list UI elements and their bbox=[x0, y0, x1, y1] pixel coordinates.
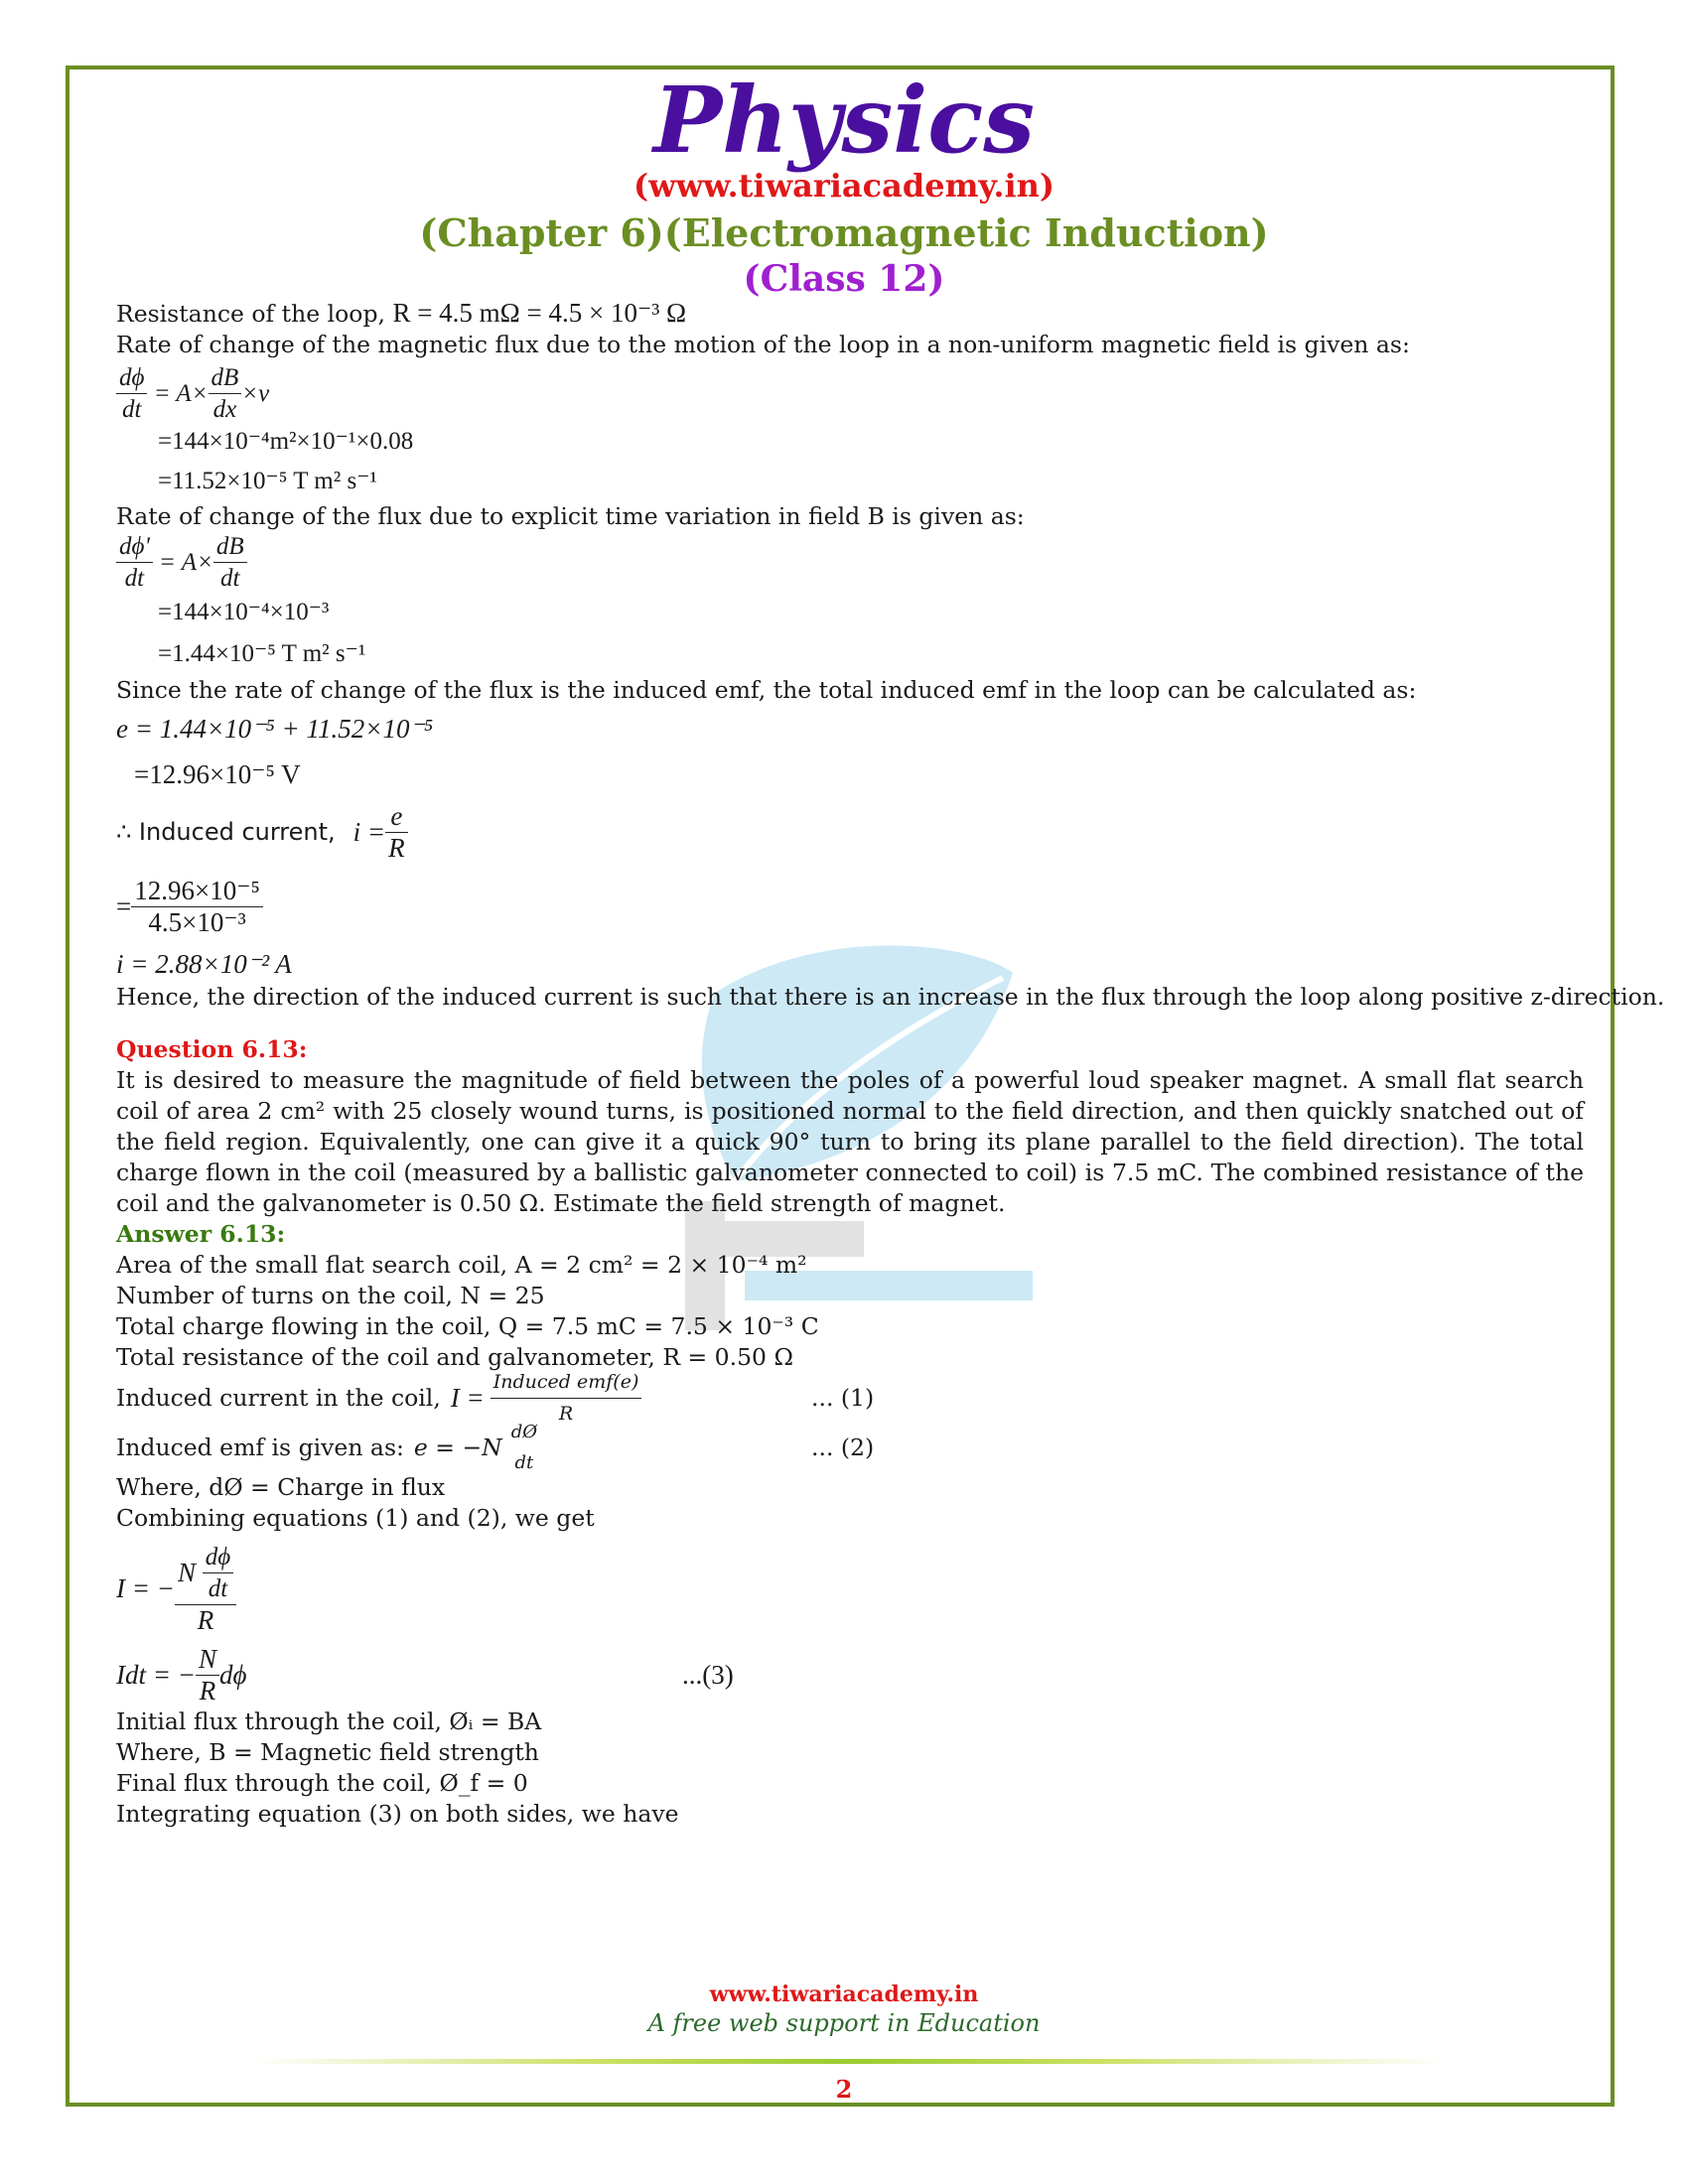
footer-divider bbox=[253, 2059, 1445, 2064]
emf-line1: e = 1.44×10⁻⁵ + 11.52×10⁻⁵ bbox=[116, 714, 434, 744]
resist-text: Total resistance of the coil and galvanometer, R = 0.50 Ω bbox=[116, 1343, 793, 1371]
final-flux: Final flux through the coil, Ø_f = 0 bbox=[116, 1769, 528, 1797]
flux-motion-text: Rate of change of the magnetic flux due to the motion of the loop in a non-uniform magnetic field is given as: bbox=[116, 331, 1410, 358]
equation-total-emf bbox=[116, 706, 1584, 797]
emf-line2: =12.96×10⁻⁵ V bbox=[134, 759, 301, 789]
eq-induced-emf-row: Induced emf is given as: e = −N dØ dt ... (2) bbox=[116, 1423, 1584, 1472]
total-emf-text: Since the rate of change of the flux is the induced emf, the total induced emf in the loop can be calculated as: bbox=[116, 676, 1417, 704]
eq-3-row: Idt = − $\frac{N}{R}$ dϕ ...(3) bbox=[116, 1643, 734, 1706]
equation-flux-motion: $\frac{d\phi}{dt}$ = A× $\frac{dB}{dx}$ ×v =144×10⁻⁴m²×10⁻¹×0.08 =11.52×10⁻⁵ T m² s⁻¹ bbox=[116, 364, 1584, 501]
eq-number-2: ... (2) bbox=[811, 1433, 875, 1461]
eq1-line2: =144×10⁻⁴m²×10⁻¹×0.08 bbox=[158, 428, 414, 455]
direction-text: Hence, the direction of the induced current is such that there is an increase in the flux through the loop along positive z-direction. bbox=[116, 983, 1665, 1011]
question-text: It is desired to measure the magnitude of field between the poles of a powerful loud speaker magnet. A small flat search coil of area 2 cm² with 25 closely wound turns, is positioned normal to the field direction, and then quickly snatched out of the field region. Equivalently, one can give it a quick 90° turn to bring its plane parallel to the field direction). The total charge flown in the coil (measured by a ballistic galvanometer connected to coil) is 7.5 mC. The combined resistance of the coil and the galvanometer is 0.50 Ω. Estimate the field strength of magnet. bbox=[116, 1066, 1584, 1217]
eq2-line2: =144×10⁻⁴×10⁻³ bbox=[158, 599, 330, 625]
initial-flux: Initial flux through the coil, Øᵢ = BA bbox=[116, 1707, 542, 1735]
dphi-prime-dt-fraction: $\frac{d\phi'}{dt}$ bbox=[116, 531, 153, 594]
header-site-link[interactable]: (www.tiwariacademy.in) bbox=[633, 167, 1055, 205]
page-title: Physics bbox=[652, 67, 1036, 174]
eq-number-3: ...(3) bbox=[682, 1659, 734, 1690]
flux-time-text: Rate of change of the flux due to explicit time variation in field B is given as: bbox=[116, 502, 1025, 530]
footer-site-link[interactable]: www.tiwariacademy.in bbox=[709, 1981, 979, 2007]
page-content bbox=[116, 298, 1665, 1830]
equation-flux-time: $\frac{d\phi'}{dt}$ = A× $\frac{dB}{dt}$ =144×10⁻⁴×10⁻³ =1.44×10⁻⁵ T m² s⁻¹ bbox=[116, 532, 1584, 675]
e-over-R-fraction: $\frac{e}{R}$ bbox=[385, 801, 408, 864]
page-number: 2 bbox=[835, 2075, 853, 2104]
where-B: Where, B = Magnetic field strength bbox=[116, 1738, 539, 1766]
eq-number-1: ... (1) bbox=[811, 1383, 875, 1412]
dphi-dt-fraction: $\frac{d\phi}{dt}$ bbox=[116, 362, 147, 425]
where-dphi: Where, dØ = Charge in flux bbox=[116, 1473, 446, 1501]
turns-text: Number of turns on the coil, N = 25 bbox=[116, 1282, 545, 1309]
current-fraction-row: = $\frac{\text{12.96×10⁻⁵}}{\text{4.5×10⁻³}}$ bbox=[116, 867, 1584, 946]
eq1-line3: =11.52×10⁻⁵ T m² s⁻¹ bbox=[158, 468, 377, 494]
induced-current-row: ∴ Induced current, i = $\frac{e}{R}$ bbox=[116, 797, 1584, 867]
current-fraction: $\frac{\text{12.96×10⁻⁵}}{\text{4.5×10⁻³}}$ bbox=[131, 876, 263, 938]
footer-tagline: A free web support in Education bbox=[647, 2009, 1041, 2037]
question-label: Question 6.13: bbox=[116, 1035, 308, 1063]
resistance-math: R = 4.5 mΩ = 4.5 × 10⁻³ Ω bbox=[392, 298, 687, 328]
resistance-line: Resistance of the loop, R = 4.5 mΩ = 4.5 × 10⁻³ Ω bbox=[116, 298, 687, 328]
integrating-text: Integrating equation (3) on both sides, we have bbox=[116, 1800, 679, 1828]
eq-I-combined: I = − N $\frac{d\phi}{dt}$ R bbox=[116, 1534, 1584, 1643]
dB-dt-fraction: $\frac{dB}{dt}$ bbox=[213, 531, 247, 594]
dphi-dt-small-fraction: dØ dt bbox=[510, 1422, 537, 1473]
I-fraction: $\frac{\text{Induced emf(e)}}{R}$ bbox=[491, 1367, 642, 1430]
eq2-line3: =1.44×10⁻⁵ T m² s⁻¹ bbox=[158, 640, 366, 667]
compound-fraction: N $\frac{d\phi}{dt}$ R bbox=[175, 1542, 236, 1636]
area-text: Area of the small flat search coil, A = 2 cm² = 2 × 10⁻⁴ m² bbox=[116, 1251, 807, 1279]
charge-text: Total charge flowing in the coil, Q = 7.5 mC = 7.5 × 10⁻³ C bbox=[116, 1312, 819, 1340]
eq-induced-current-row: Induced current in the coil, I = $\frac{\text{Induced emf(e)}}{R}$ ... (1) bbox=[116, 1373, 1584, 1423]
dB-dx-fraction: $\frac{dB}{dx}$ bbox=[209, 362, 242, 425]
current-result: i = 2.88×10⁻² A bbox=[116, 949, 292, 979]
N-over-R-fraction: $\frac{N}{R}$ bbox=[196, 1644, 219, 1706]
chapter-title: (Chapter 6)(Electromagnetic Induction) bbox=[419, 210, 1269, 255]
combining-text: Combining equations (1) and (2), we get bbox=[116, 1504, 595, 1532]
answer-label: Answer 6.13: bbox=[116, 1220, 286, 1248]
class-label: (Class 12) bbox=[743, 258, 945, 300]
